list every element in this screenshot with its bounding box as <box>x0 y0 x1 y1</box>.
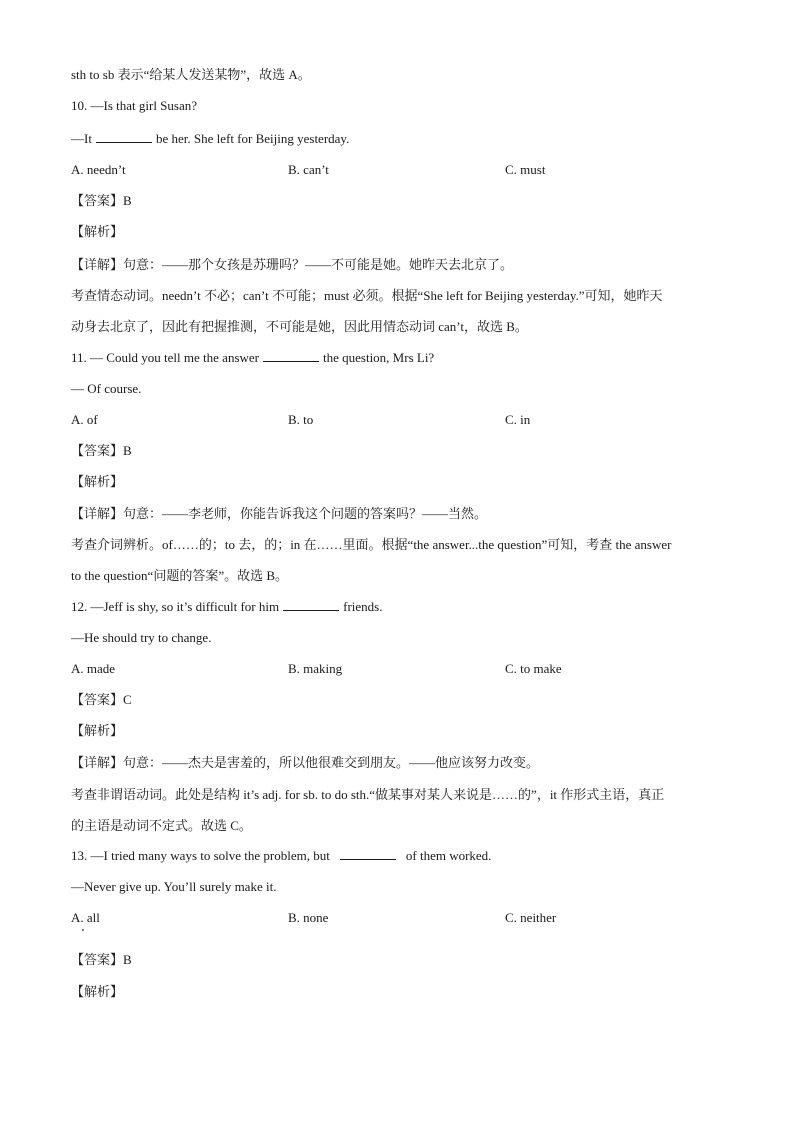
answer-blank <box>340 848 396 860</box>
question-10: 10. —Is that girl Susan? <box>71 98 198 113</box>
analysis-heading: 【解析】 <box>71 224 124 239</box>
analysis-heading: 【解析】 <box>71 723 124 738</box>
question-12-start: 12. —Jeff is shy, so it’s difficult for him <box>71 599 280 614</box>
question-11-reply: — Of course. <box>71 381 142 396</box>
question-11-start: 11. — Could you tell me the answer <box>71 350 259 365</box>
answer-value: B <box>123 443 132 458</box>
answer-value: B <box>123 193 132 208</box>
analysis-heading: 【解析】 <box>71 474 124 489</box>
question-13 <box>71 847 491 865</box>
detail-tag: 【详解】 <box>71 506 124 521</box>
question-10-reply-end: be her. She left for Beijing yesterday. <box>155 131 350 146</box>
detail-line <box>71 754 539 772</box>
detail-line <box>71 256 513 274</box>
prev-answer-conclusion: sth to sb 表示“给某人发送某物”，故选 A。 <box>71 67 311 82</box>
stray-dot <box>82 929 84 931</box>
option-c: C. must <box>505 162 546 177</box>
answer-line <box>71 691 132 709</box>
answer-blank <box>283 599 339 611</box>
answer-blank <box>96 131 152 143</box>
answer-line <box>71 192 132 210</box>
detail-text: 句意：——那个女孩是苏珊吗？——不可能是她。她昨天去北京了。 <box>123 257 514 272</box>
question-11-end: the question, Mrs Li? <box>323 350 435 365</box>
answer-value: B <box>123 952 132 967</box>
detail-text: 句意：——杰夫是害羞的，所以他很难交到朋友。——他应该努力改变。 <box>123 755 540 770</box>
explanation-line: 考查介词辨析。of……的；to 去，的；in 在……里面。根据“the answer...the question”可知，考查 the answer <box>71 537 672 552</box>
explanation-line: 的主语是动词不定式。故选 C。 <box>71 818 252 833</box>
detail-tag: 【详解】 <box>71 755 124 770</box>
option-a: A. made <box>71 661 116 676</box>
detail-line <box>71 505 487 523</box>
question-13-reply: —Never give up. You’ll surely make it. <box>71 879 277 894</box>
option-a: A. of <box>71 412 98 427</box>
option-c: C. in <box>505 412 531 427</box>
answer-tag: 【答案】 <box>71 952 124 967</box>
detail-text: 句意：——李老师，你能告诉我这个问题的答案吗？——当然。 <box>123 506 488 521</box>
option-b: B. none <box>288 910 329 925</box>
explanation-line: 动身去北京了，因此有把握推测，不可能是她，因此用情态动词 can’t，故选 B。 <box>71 319 528 334</box>
detail-tag: 【详解】 <box>71 257 124 272</box>
option-b: B. can’t <box>288 162 329 177</box>
option-b: B. making <box>288 661 343 676</box>
option-c: C. neither <box>505 910 557 925</box>
option-c: C. to make <box>505 661 562 676</box>
question-12-end: friends. <box>343 599 383 614</box>
option-b: B. to <box>288 412 314 427</box>
question-10-reply-start: —It <box>71 131 92 146</box>
explanation-line: to the question“问题的答案”。故选 B。 <box>71 568 289 583</box>
question-13-end: of them worked. <box>405 848 492 863</box>
question-12 <box>71 598 382 616</box>
explanation-line: 考查情态动词。needn’t 不必；can’t 不可能；must 必须。根据“She left for Beijing yesterday.”可知，她昨天 <box>71 288 663 303</box>
answer-tag: 【答案】 <box>71 692 124 707</box>
answer-line <box>71 951 132 969</box>
question-13-start: 13. —I tried many ways to solve the problem, but <box>71 848 330 863</box>
answer-tag: 【答案】 <box>71 443 124 458</box>
answer-value: C <box>123 692 132 707</box>
answer-tag: 【答案】 <box>71 193 124 208</box>
explanation-line: 考查非谓语动词。此处是结构 it’s adj. for sb. to do sth.“做某事对某人来说是……的”，it 作形式主语，真正 <box>71 787 665 802</box>
question-11 <box>71 349 434 367</box>
option-a: A. all <box>71 910 100 925</box>
answer-blank <box>263 350 319 362</box>
question-12-reply: —He should try to change. <box>71 630 212 645</box>
analysis-heading: 【解析】 <box>71 984 124 999</box>
answer-line <box>71 442 132 460</box>
question-10-reply <box>71 130 349 148</box>
option-a: A. needn’t <box>71 162 126 177</box>
